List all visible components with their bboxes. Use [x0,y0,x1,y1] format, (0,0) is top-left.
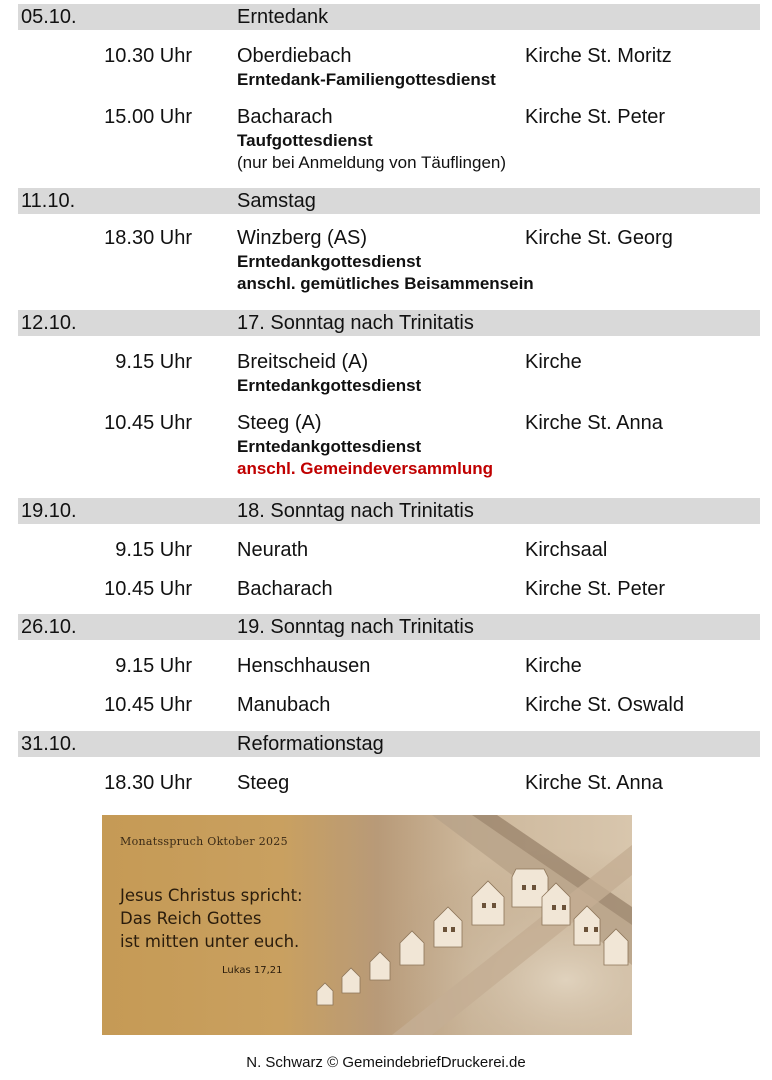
service-place: Breitscheid (A) [237,351,369,373]
verse-reference: Lukas 17,21 [222,965,283,976]
service-place: Oberdiebach [237,45,352,67]
image-credit: N. Schwarz © GemeindebriefDruckerei.de [246,1054,526,1071]
service-venue: Kirche St. Peter [525,106,666,128]
day-header [18,4,760,30]
service-place: Steeg (A) [237,412,322,434]
day-header [18,188,760,214]
service-time: 18.30 Uhr [104,227,192,249]
service-venue: Kirche St. Peter [525,578,666,600]
service-time: 18.30 Uhr [104,772,192,794]
service-place: Steeg [237,772,290,794]
day-date: 26.10. [21,616,77,638]
verse-line-3: ist mitten unter euch. [120,932,300,951]
service-time: 9.15 Uhr [115,539,192,561]
service-venue: Kirche [525,351,582,373]
service-venue: Kirche [525,655,582,677]
service-time: 10.45 Uhr [104,694,192,716]
service-venue: Kirche St. Oswald [525,694,684,716]
banner-overline: Monatsspruch Oktober 2025 [120,835,288,848]
day-date: 19.10. [21,500,77,522]
service-time: 9.15 Uhr [115,351,192,373]
service-place: Manubach [237,694,331,716]
service-note-line: anschl. Gemeindeversammlung [237,459,494,478]
service-time: 15.00 Uhr [104,106,192,128]
service-venue: Kirchsaal [525,539,608,561]
service-venue: Kirche St. Anna [525,412,663,434]
service-venue: Kirche St. Moritz [525,45,672,67]
service-notes [237,69,496,91]
day-title: Reformationstag [237,733,384,755]
verse-line-1: Jesus Christus spricht: [120,886,303,905]
service-time: 9.15 Uhr [115,655,192,677]
service-place: Bacharach [237,106,333,128]
day-date: 11.10. [21,190,76,212]
monthly-verse-banner [102,815,632,1035]
service-notes [237,436,493,480]
service-note-line: Erntedankgottesdienst [237,437,422,456]
day-date: 05.10. [21,6,77,28]
service-note-line: Erntedankgottesdienst [237,252,422,271]
day-header [18,310,760,336]
service-venue: Kirche St. Anna [525,772,663,794]
service-note-line: anschl. gemütliches Beisammensein [237,274,534,293]
day-header [18,614,760,640]
day-date: 31.10. [21,733,77,755]
day-date: 12.10. [21,312,77,334]
service-time: 10.30 Uhr [104,45,192,67]
service-venue: Kirche St. Georg [525,227,673,249]
day-header [18,731,760,757]
service-time: 10.45 Uhr [104,412,192,434]
day-title: Samstag [237,190,316,212]
service-note-line: (nur bei Anmeldung von Täuflingen) [237,153,507,172]
service-place: Henschhausen [237,655,371,677]
service-note-line: Erntedank-Familiengottesdienst [237,70,496,89]
day-title: 19. Sonntag nach Trinitatis [237,616,474,638]
service-note-line: Taufgottesdienst [237,131,373,150]
day-title: 18. Sonntag nach Trinitatis [237,500,474,522]
service-time: 10.45 Uhr [104,578,192,600]
service-note-line: Erntedankgottesdienst [237,376,422,395]
day-header [18,498,760,524]
verse-line-2: Das Reich Gottes [120,909,262,928]
day-title: 17. Sonntag nach Trinitatis [237,312,474,334]
service-place: Neurath [237,539,309,561]
service-notes [237,251,534,295]
service-notes [237,130,506,174]
service-notes [237,375,421,397]
service-place: Bacharach [237,578,333,600]
day-title: Erntedank [237,6,329,28]
service-place: Winzberg (AS) [237,227,368,249]
